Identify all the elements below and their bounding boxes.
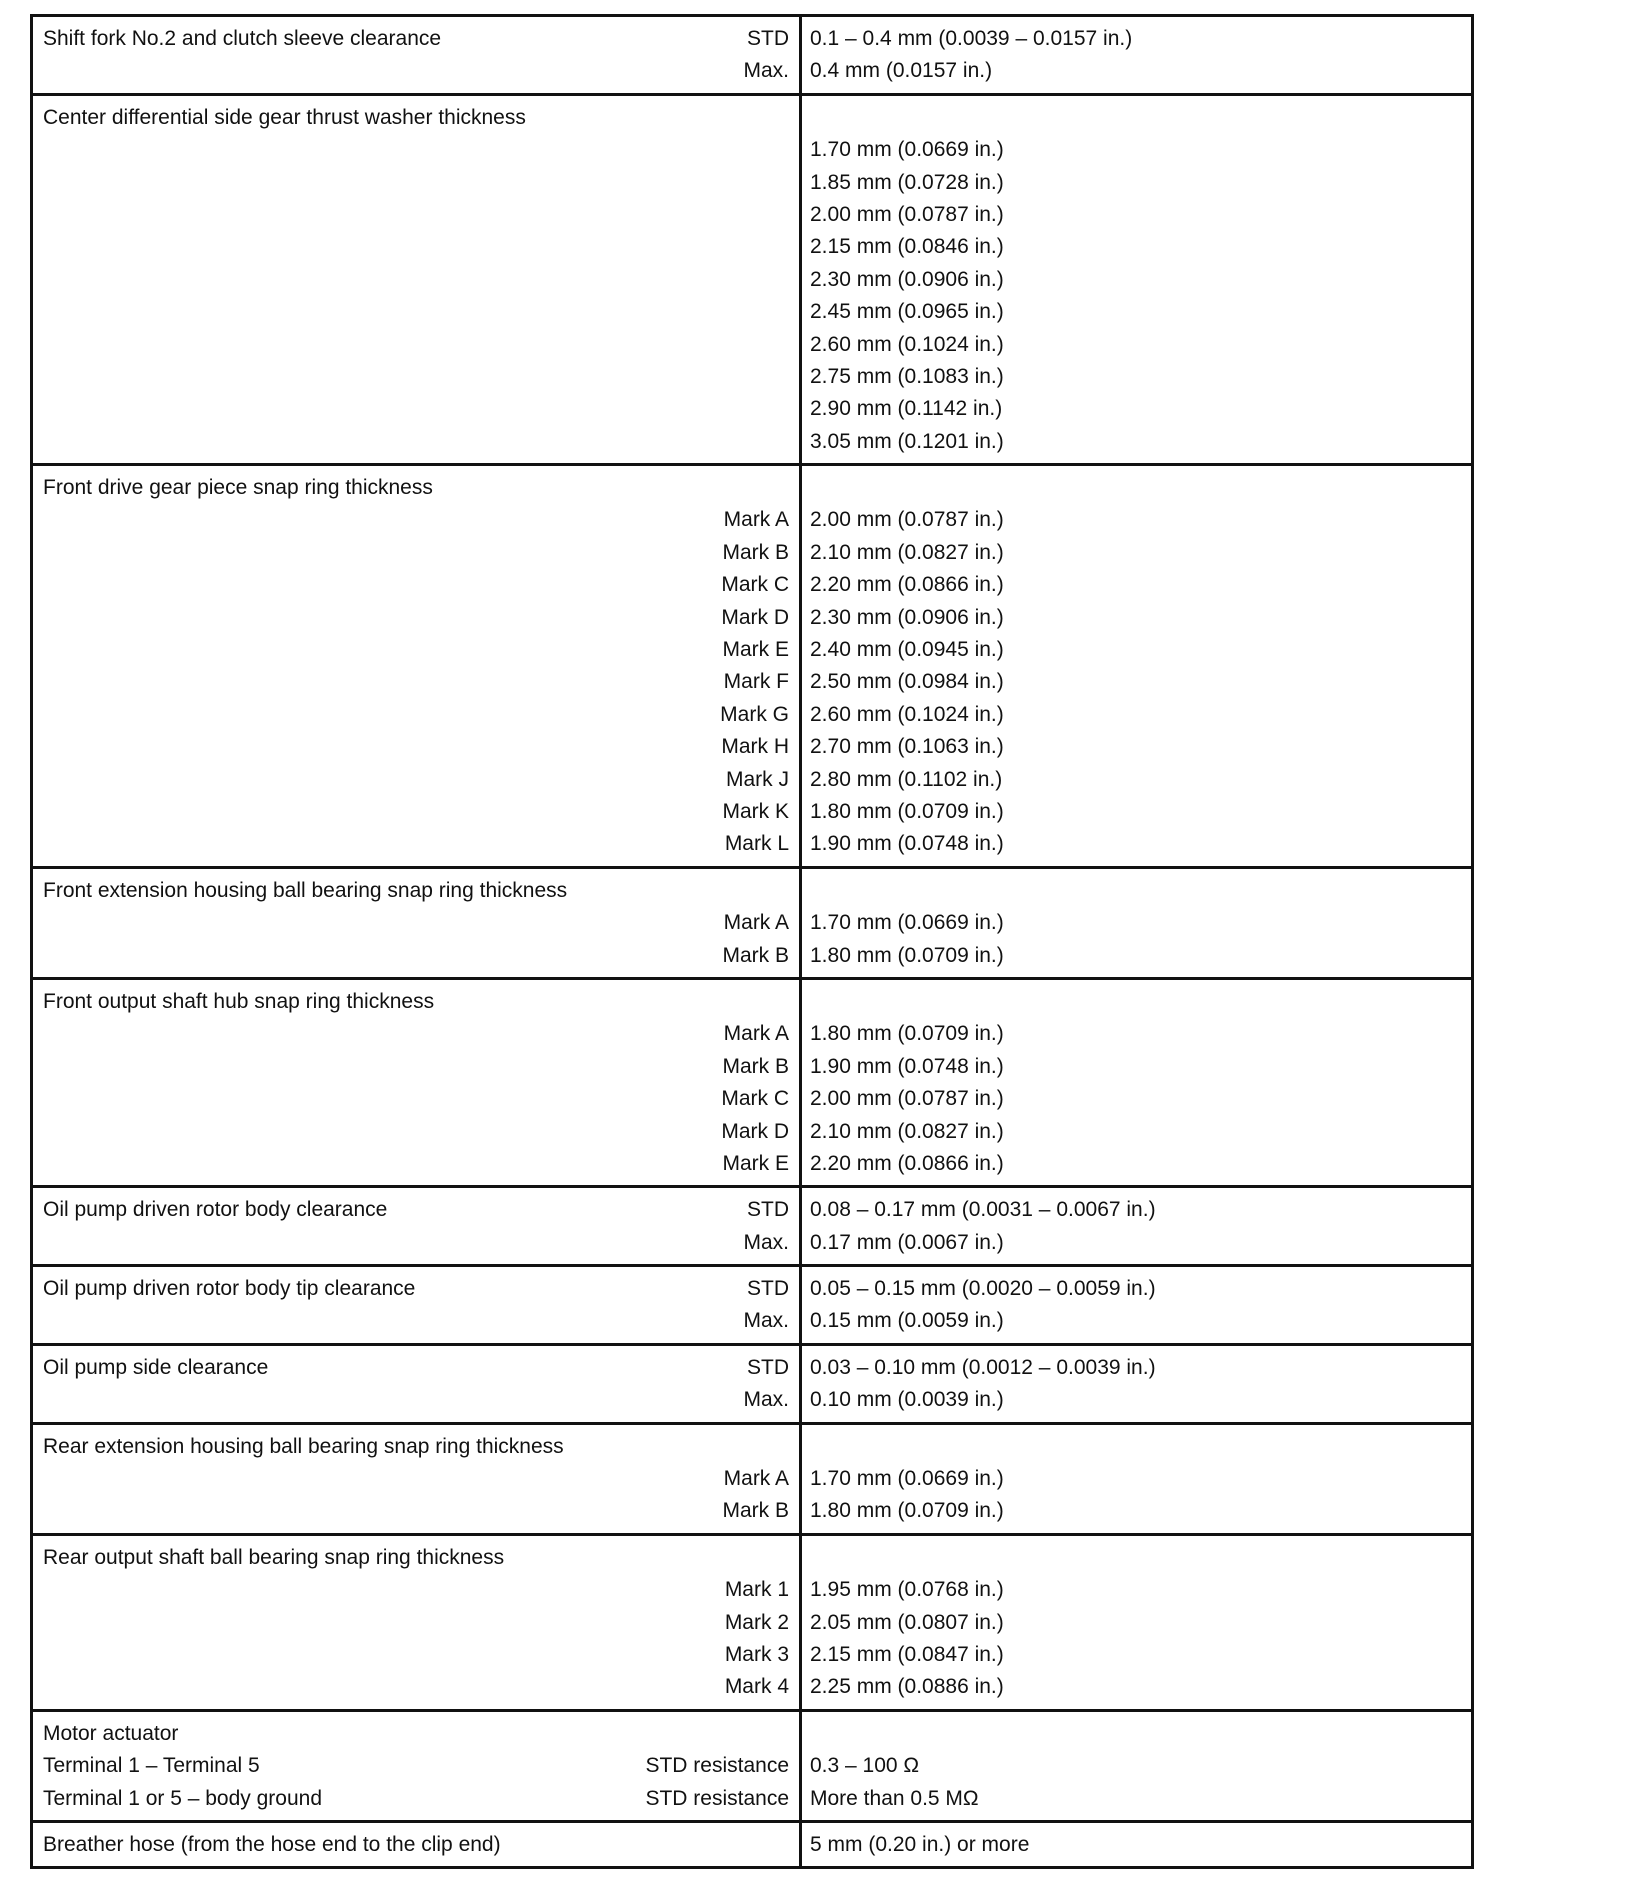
spec-value-column (802, 869, 1471, 977)
spec-value (810, 986, 1463, 1018)
spec-item-title-line (43, 1829, 789, 1861)
spec-value: 1.90 mm (0.0748 in.) (810, 1054, 1004, 1078)
spec-value: 2.15 mm (0.0846 in.) (810, 235, 1004, 259)
spec-value (810, 875, 1463, 907)
spec-item-title-line (43, 1542, 789, 1574)
spec-row (43, 537, 789, 569)
spec-item-title: Shift fork No.2 and clutch sleeve clearance (43, 27, 442, 50)
spec-value: 2.00 mm (0.0787 in.) (810, 1087, 1004, 1111)
spec-item-title-line (43, 1273, 789, 1305)
spec-section (33, 1346, 1471, 1425)
spec-value: 2.70 mm (0.1063 in.) (810, 735, 1004, 759)
spec-item-title: Breather hose (from the hose end to the clip end) (43, 1832, 501, 1856)
spec-row-label: Mark A (723, 1022, 789, 1046)
spec-value: 0.08 – 0.17 mm (0.0031 – 0.0067 in.) (810, 1198, 1156, 1222)
spec-row (43, 1116, 789, 1148)
spec-row-label: Mark L (724, 832, 789, 856)
spec-row (43, 134, 789, 166)
spec-row-label: Max. (743, 59, 789, 83)
spec-item-title-line (43, 23, 789, 55)
spec-value: 2.00 mm (0.0787 in.) (810, 508, 1004, 532)
spec-row-label: Mark 1 (724, 1578, 789, 1602)
spec-row (43, 731, 789, 763)
spec-value: 3.05 mm (0.1201 in.) (810, 429, 1004, 453)
spec-item-title-line (43, 1352, 789, 1384)
spec-section (33, 1425, 1471, 1536)
spec-value-column (802, 1712, 1471, 1820)
spec-row (43, 231, 789, 263)
spec-row-label: Mark A (723, 508, 789, 532)
spec-row-name: Terminal 1 or 5 – body ground (43, 1786, 322, 1810)
spec-value: 2.75 mm (0.1083 in.) (810, 364, 1004, 388)
spec-section (33, 1188, 1471, 1267)
spec-row (43, 828, 789, 860)
spec-value: 2.00 mm (0.0787 in.) (810, 202, 1004, 226)
spec-value: 0.05 – 0.15 mm (0.0020 – 0.0059 in.) (810, 1277, 1156, 1301)
spec-item-title: Oil pump side clearance (43, 1355, 269, 1379)
spec-row (43, 1148, 789, 1180)
spec-item-column (33, 1188, 802, 1264)
spec-value (810, 1431, 1463, 1463)
spec-row-label: Max. (743, 1309, 789, 1333)
spec-item-column (33, 869, 802, 977)
spec-item-column (33, 1823, 802, 1866)
spec-value-column (802, 1346, 1471, 1422)
spec-row-label: Mark A (723, 911, 789, 935)
spec-row (43, 1783, 789, 1815)
spec-row (43, 796, 789, 828)
spec-item-column (33, 17, 802, 93)
spec-row (43, 1607, 789, 1639)
spec-row-label: Mark B (722, 943, 789, 967)
spec-value-column (802, 980, 1471, 1185)
spec-value: 0.4 mm (0.0157 in.) (810, 59, 993, 83)
spec-value-column (802, 1188, 1471, 1264)
spec-row-label: Mark 2 (724, 1610, 789, 1634)
spec-item-title-line (43, 472, 789, 504)
spec-value: 2.10 mm (0.0827 in.) (810, 540, 1004, 564)
spec-item-title-line (43, 875, 789, 907)
spec-row-label: Mark 4 (724, 1675, 789, 1699)
spec-row (43, 264, 789, 296)
spec-value (810, 472, 1463, 504)
spec-row (43, 1639, 789, 1671)
spec-table (30, 14, 1474, 1869)
spec-section (33, 17, 1471, 96)
spec-row-label: Mark H (721, 735, 789, 759)
spec-row (43, 199, 789, 231)
spec-item-title: Motor actuator (43, 1721, 179, 1745)
spec-value-column (802, 17, 1471, 93)
spec-value: 1.80 mm (0.0709 in.) (810, 943, 1004, 967)
spec-section (33, 1536, 1471, 1712)
spec-row (43, 699, 789, 731)
spec-row (43, 634, 789, 666)
spec-item-column (33, 1425, 802, 1533)
spec-value: 2.30 mm (0.0906 in.) (810, 605, 1004, 629)
spec-row (43, 569, 789, 601)
spec-item-title-line (43, 1718, 789, 1750)
spec-item-column (33, 980, 802, 1185)
spec-value (810, 1718, 1463, 1750)
spec-row (43, 1750, 789, 1782)
spec-row (43, 666, 789, 698)
spec-value (810, 1542, 1463, 1574)
spec-value: 2.05 mm (0.0807 in.) (810, 1610, 1004, 1634)
spec-section (33, 466, 1471, 869)
spec-row-name: Terminal 1 – Terminal 5 (43, 1754, 260, 1778)
spec-row-label: Mark A (723, 1467, 789, 1491)
spec-row (43, 940, 789, 972)
spec-item-title-line (43, 1194, 789, 1226)
spec-value: 2.30 mm (0.0906 in.) (810, 267, 1004, 291)
spec-row (43, 907, 789, 939)
spec-row-label: Mark B (722, 1054, 789, 1078)
spec-row-label: Mark J (726, 767, 789, 791)
spec-section (33, 1267, 1471, 1346)
spec-value: 2.15 mm (0.0847 in.) (810, 1642, 1004, 1666)
spec-row (43, 1305, 789, 1337)
spec-value: 1.95 mm (0.0768 in.) (810, 1578, 1004, 1602)
spec-row-label: Mark D (721, 1119, 789, 1143)
spec-row-label: Mark G (720, 702, 789, 726)
spec-value-column (802, 1425, 1471, 1533)
spec-item-column (33, 96, 802, 463)
spec-item-column (33, 1536, 802, 1709)
spec-item-title-line (43, 1431, 789, 1463)
spec-item-title: Rear output shaft ball bearing snap ring thickness (43, 1545, 505, 1569)
spec-value: 1.85 mm (0.0728 in.) (810, 170, 1004, 194)
spec-row (43, 602, 789, 634)
spec-row-label: Mark B (722, 540, 789, 564)
spec-section (33, 869, 1471, 980)
spec-section (33, 980, 1471, 1188)
spec-value: 0.15 mm (0.0059 in.) (810, 1309, 1004, 1333)
spec-condition-label: STD (747, 1198, 789, 1222)
spec-value: 2.60 mm (0.1024 in.) (810, 332, 1004, 356)
spec-row (43, 55, 789, 87)
spec-row-label: Max. (743, 1388, 789, 1412)
spec-value: 2.90 mm (0.1142 in.) (810, 397, 1003, 421)
spec-item-title-line (43, 986, 789, 1018)
spec-row-label: Mark 3 (724, 1642, 789, 1666)
spec-row (43, 167, 789, 199)
spec-value: 2.20 mm (0.0866 in.) (810, 573, 1004, 597)
spec-value: 1.70 mm (0.0669 in.) (810, 138, 1004, 162)
spec-value: 2.40 mm (0.0945 in.) (810, 638, 1004, 662)
spec-value: 1.80 mm (0.0709 in.) (810, 1022, 1004, 1046)
spec-row (43, 504, 789, 536)
spec-item-title: Oil pump driven rotor body clearance (43, 1198, 388, 1222)
spec-item-title: Center differential side gear thrust washer thickness (43, 105, 526, 129)
spec-condition-label: STD (747, 1277, 789, 1301)
spec-value-column (802, 1536, 1471, 1709)
spec-item-column (33, 1267, 802, 1343)
spec-value: 1.70 mm (0.0669 in.) (810, 1467, 1004, 1491)
spec-value-column (802, 96, 1471, 463)
spec-row-label: Mark E (722, 638, 789, 662)
spec-condition-label: STD (747, 1355, 789, 1379)
spec-row (43, 1384, 789, 1416)
spec-value: 0.10 mm (0.0039 in.) (810, 1388, 1004, 1412)
spec-item-column (33, 466, 802, 866)
spec-item-title: Front output shaft hub snap ring thickness (43, 989, 435, 1013)
spec-row (43, 296, 789, 328)
spec-value: 2.50 mm (0.0984 in.) (810, 670, 1004, 694)
spec-value: 1.80 mm (0.0709 in.) (810, 799, 1004, 823)
spec-row (43, 1574, 789, 1606)
spec-section (33, 96, 1471, 466)
spec-value: 1.70 mm (0.0669 in.) (810, 911, 1004, 935)
spec-value: 2.20 mm (0.0866 in.) (810, 1151, 1004, 1175)
spec-value-column (802, 466, 1471, 866)
spec-row (43, 1083, 789, 1115)
spec-value: 1.90 mm (0.0748 in.) (810, 832, 1004, 856)
spec-row (43, 1051, 789, 1083)
spec-value: More than 0.5 MΩ (810, 1786, 979, 1810)
spec-value: 5 mm (0.20 in.) or more (810, 1832, 1030, 1856)
spec-value: 2.25 mm (0.0886 in.) (810, 1675, 1004, 1699)
spec-row-label: Mark E (722, 1151, 789, 1175)
spec-row (43, 1463, 789, 1495)
spec-row (43, 764, 789, 796)
spec-item-title: Rear extension housing ball bearing snap ring thickness (43, 1434, 564, 1458)
spec-value: 0.1 – 0.4 mm (0.0039 – 0.0157 in.) (810, 27, 1133, 50)
spec-row (43, 1227, 789, 1259)
spec-row-label: Mark B (722, 1499, 789, 1523)
spec-row (43, 1018, 789, 1050)
spec-row (43, 393, 789, 425)
spec-value-column (802, 1267, 1471, 1343)
spec-value: 2.60 mm (0.1024 in.) (810, 702, 1004, 726)
spec-value-column (802, 1823, 1471, 1866)
spec-value: 1.80 mm (0.0709 in.) (810, 1499, 1004, 1523)
spec-row (43, 329, 789, 361)
spec-row-label: STD resistance (645, 1754, 789, 1778)
spec-row-label: Mark C (721, 1087, 789, 1111)
spec-row-label: STD resistance (645, 1786, 789, 1810)
spec-section (33, 1712, 1471, 1823)
spec-item-title-line (43, 102, 789, 134)
spec-value: 2.10 mm (0.0827 in.) (810, 1119, 1004, 1143)
spec-value: 2.45 mm (0.0965 in.) (810, 300, 1004, 324)
spec-value: 0.03 – 0.10 mm (0.0012 – 0.0039 in.) (810, 1355, 1156, 1379)
spec-row-label: Mark K (722, 799, 789, 823)
spec-row-label: Mark C (721, 573, 789, 597)
spec-value: 0.3 – 100 Ω (810, 1754, 920, 1778)
spec-row-label: Mark D (721, 605, 789, 629)
spec-section (33, 1823, 1471, 1866)
spec-item-column (33, 1712, 802, 1820)
spec-condition-label: STD (747, 27, 789, 50)
spec-row (43, 1671, 789, 1703)
spec-row-label: Max. (743, 1230, 789, 1254)
spec-item-title: Oil pump driven rotor body tip clearance (43, 1277, 416, 1301)
spec-row (43, 1495, 789, 1527)
spec-value: 0.17 mm (0.0067 in.) (810, 1230, 1004, 1254)
spec-row (43, 426, 789, 458)
spec-row (43, 361, 789, 393)
spec-item-title: Front drive gear piece snap ring thickness (43, 476, 433, 500)
spec-item-column (33, 1346, 802, 1422)
spec-value (810, 102, 1463, 134)
spec-item-title: Front extension housing ball bearing snap ring thickness (43, 878, 568, 902)
spec-row-label: Mark F (723, 670, 789, 694)
spec-value: 2.80 mm (0.1102 in.) (810, 767, 1003, 791)
